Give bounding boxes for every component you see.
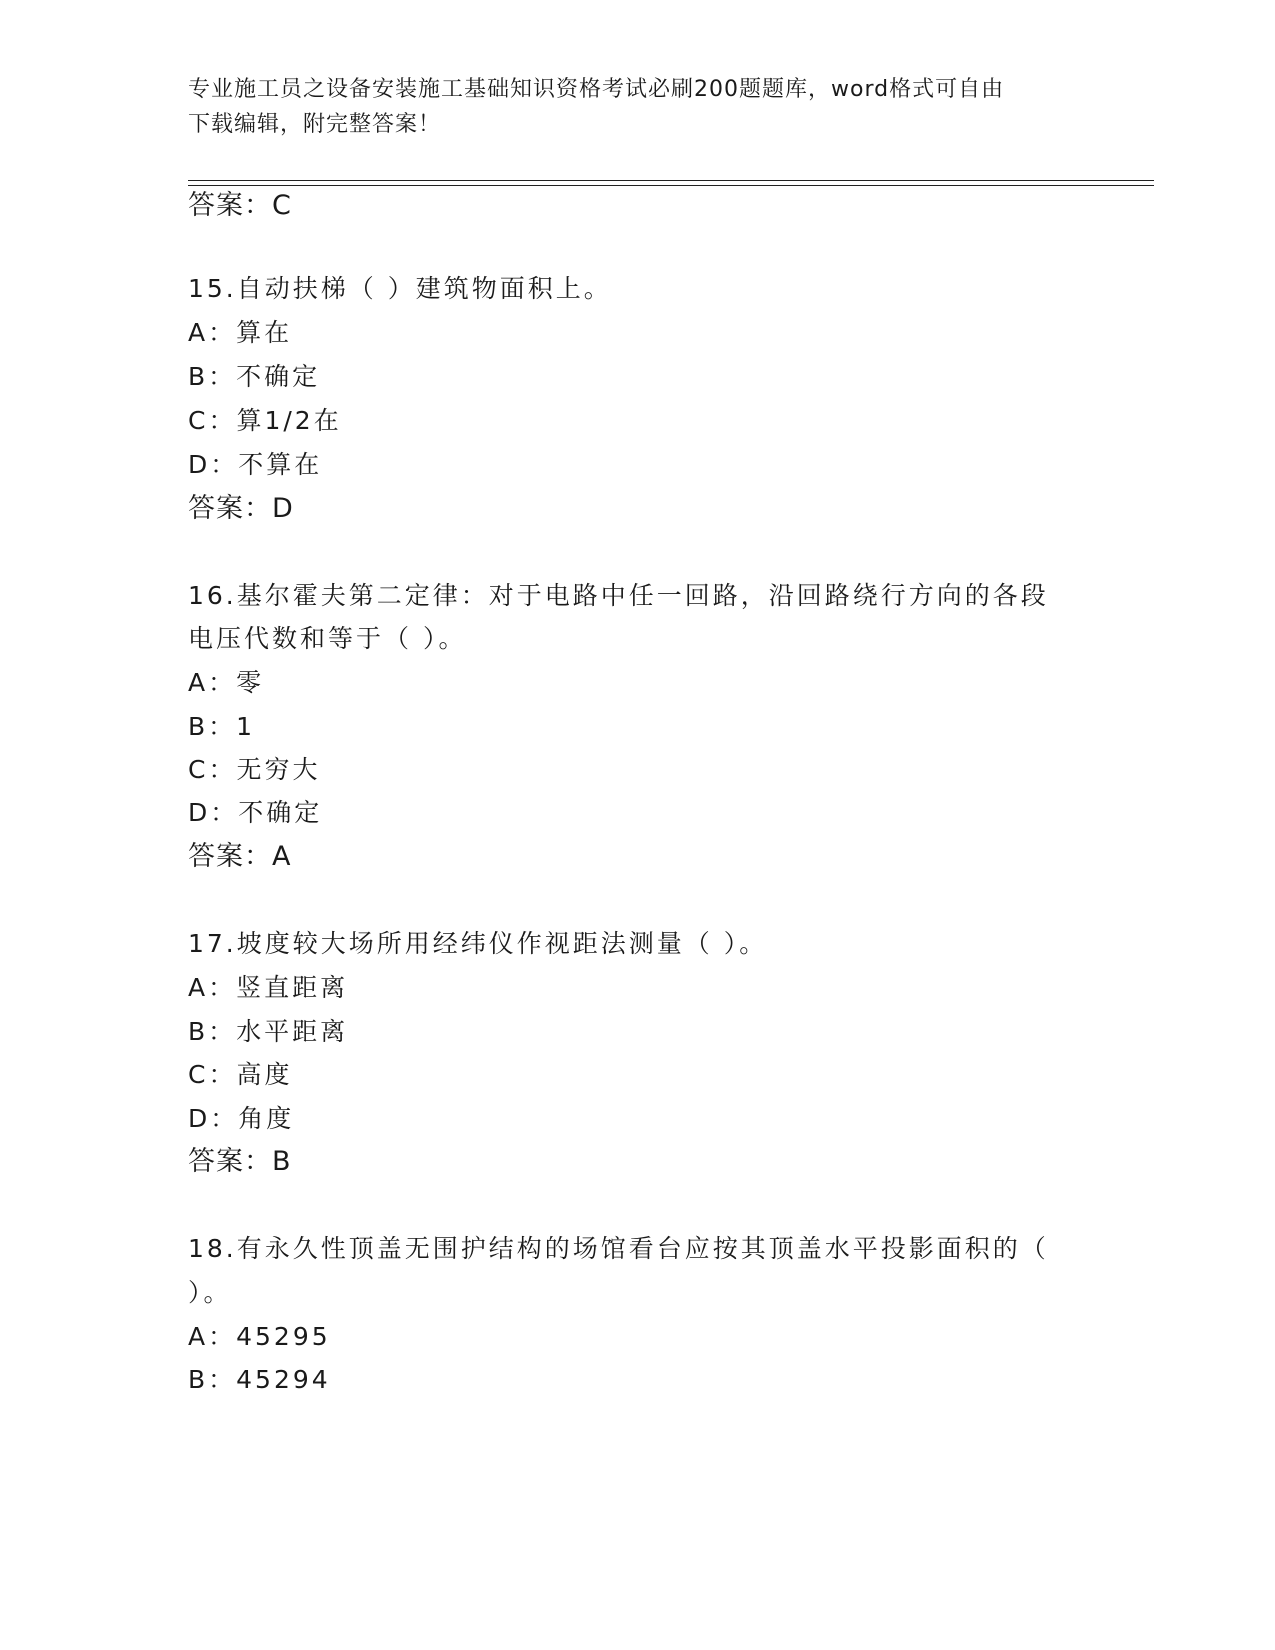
option-c: C：无穷大 [188, 755, 321, 784]
option-c: C：高度 [188, 1060, 293, 1089]
answer-line: 答案：D [188, 493, 294, 524]
option-b: B：不确定 [188, 362, 321, 391]
question-text: 16.基尔霍夫第二定律：对于电路中任一回路，沿回路绕行方向的各段 [188, 581, 1049, 610]
answer-line: 答案：C [188, 190, 292, 221]
document-header [188, 72, 1088, 142]
question-text-continued: ）。 [188, 1278, 232, 1307]
option-c: C：算1/2在 [188, 406, 342, 435]
option-d: D：不确定 [188, 798, 323, 827]
option-a: A：竖直距离 [188, 973, 349, 1002]
option-d: D：不算在 [188, 450, 323, 479]
answer-line: 答案：A [188, 841, 292, 872]
header-rule-top [188, 180, 1154, 181]
option-b: B：1 [188, 712, 256, 741]
option-a: A：45295 [188, 1322, 331, 1351]
header-rule-bottom [188, 185, 1154, 186]
header-line-2: 下载编辑，附完整答案！ [188, 112, 442, 137]
option-a: A：算在 [188, 318, 293, 347]
question-text: 17.坡度较大场所用经纬仪作视距法测量（ ）。 [188, 929, 768, 958]
question-text: 18.有永久性顶盖无围护结构的场馆看台应按其顶盖水平投影面积的（ [188, 1234, 1049, 1263]
option-b: B：45294 [188, 1365, 331, 1394]
option-d: D：角度 [188, 1104, 295, 1133]
option-b: B：水平距离 [188, 1017, 349, 1046]
question-text: 15.自动扶梯（ ）建筑物面积上。 [188, 274, 612, 303]
option-a: A：零 [188, 668, 265, 697]
answer-line: 答案：B [188, 1146, 292, 1177]
question-text-continued: 电压代数和等于（ ）。 [188, 624, 467, 653]
header-line-1: 专业施工员之设备安装施工基础知识资格考试必刷200题题库，word格式可自由 [188, 77, 1005, 102]
